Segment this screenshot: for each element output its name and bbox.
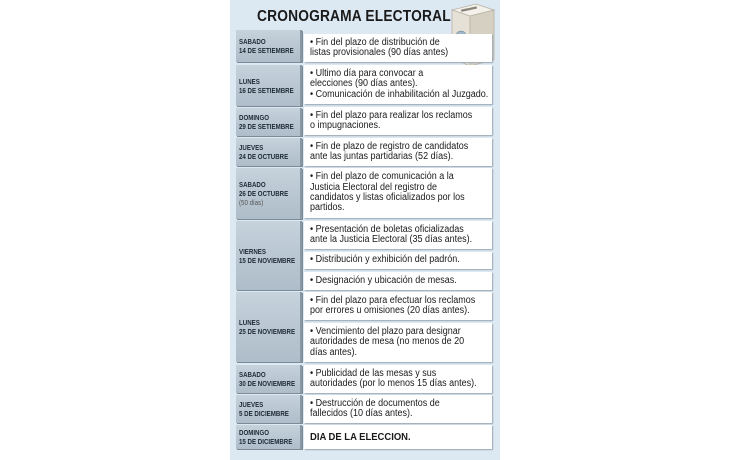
event-cell bbox=[304, 272, 492, 290]
date-cell bbox=[236, 138, 302, 166]
event-line: • Vencimiento del plazo para designar bbox=[310, 325, 461, 337]
date-date: 30 DE NOVIEMBRE bbox=[239, 379, 296, 388]
event-line: ante las juntas partidarias (52 días). bbox=[310, 151, 454, 162]
event-cell bbox=[304, 107, 492, 135]
event-line: • Presentación de boletas oficializadas bbox=[310, 223, 464, 235]
date-cell bbox=[236, 425, 302, 449]
date-cell bbox=[236, 65, 302, 106]
event-line: • Fin del plazo de comunicación a la bbox=[310, 171, 454, 183]
page-title: CRONOGRAMA ELECTORAL bbox=[257, 8, 451, 25]
event-cell bbox=[304, 323, 492, 362]
event-line: por errores u omisiones (20 días antes). bbox=[310, 305, 470, 316]
event-line: • Publicidad de las mesas y sus bbox=[310, 367, 437, 379]
event-line: o impugnaciones. bbox=[310, 120, 381, 131]
event-line: • Fin del plazo para realizar los reclamos bbox=[310, 109, 473, 121]
date-cell bbox=[236, 395, 302, 423]
event-cell bbox=[304, 168, 492, 218]
event-line: • Comunicación de inhabilitación al Juzgado. bbox=[310, 88, 489, 100]
date-day: SABADO bbox=[239, 370, 266, 379]
event-cell bbox=[304, 395, 492, 423]
date-day: DOMINGO bbox=[239, 113, 270, 122]
date-note: (50 días) bbox=[239, 198, 264, 207]
date-day: SABADO bbox=[239, 37, 266, 46]
date-date: 25 DE NOVIEMBRE bbox=[239, 327, 296, 336]
date-day: JUEVES bbox=[239, 143, 264, 152]
event-cell bbox=[304, 252, 492, 269]
date-date: 26 DE OCTUBRE bbox=[239, 189, 289, 198]
date-date: 24 DE OCTUBRE bbox=[239, 152, 289, 161]
date-date: 15 DE NOVIEMBRE bbox=[239, 255, 296, 265]
event-line: • Ultimo día para convocar a bbox=[310, 67, 424, 79]
event-cell bbox=[304, 138, 492, 166]
date-day: VIERNES bbox=[239, 246, 267, 256]
date-day: SABADO bbox=[239, 180, 266, 189]
event-cell-election-day bbox=[304, 425, 492, 449]
event-cell bbox=[304, 34, 492, 62]
event-line: candidatos y listas oficializados por los bbox=[310, 192, 465, 203]
event-cell bbox=[304, 292, 492, 320]
date-day: LUNES bbox=[239, 318, 260, 327]
date-cell bbox=[236, 30, 302, 62]
event-cell bbox=[304, 65, 492, 104]
event-line: Justicia Electoral del registro de bbox=[310, 181, 438, 193]
date-day: LUNES bbox=[239, 76, 260, 86]
date-date: 5 DE DICIEMBRE bbox=[239, 409, 289, 418]
event-line: partidos. bbox=[310, 202, 345, 214]
event-line: • Fin del plazo para efectuar los reclamos bbox=[310, 294, 476, 306]
event-line: fallecidos (10 días antes). bbox=[310, 408, 413, 419]
event-line: días antes). bbox=[310, 346, 358, 358]
event-line: DIA DE LA ELECCION. bbox=[310, 430, 411, 443]
date-cell bbox=[236, 221, 302, 290]
event-line: listas provisionales (90 días antes) bbox=[310, 47, 449, 58]
date-cell bbox=[236, 292, 302, 362]
event-line: • Distribución y exhibición del padrón. bbox=[310, 254, 460, 266]
event-line: autoridades (por lo menos 15 días antes). bbox=[310, 378, 477, 389]
event-cell bbox=[304, 221, 492, 249]
date-cell bbox=[236, 108, 302, 136]
date-cell bbox=[236, 365, 302, 393]
date-date: 14 DE SETIEMBRE bbox=[239, 46, 294, 55]
event-line: • Designación y ubicación de mesas. bbox=[310, 274, 457, 286]
date-day: JUEVES bbox=[239, 400, 264, 409]
date-cell bbox=[236, 168, 302, 219]
event-line: • Fin del plazo de distribución de bbox=[310, 36, 440, 48]
date-date: 16 DE SETIEMBRE bbox=[239, 85, 294, 95]
event-line: autoridades de mesa (no menos de 20 bbox=[310, 336, 465, 348]
event-line: ante la Justicia Electoral (35 días antes). bbox=[310, 234, 473, 245]
event-line: • Fin de plazo de registro de candidatos bbox=[310, 140, 469, 152]
date-date: 15 DE DICIEMBRE bbox=[239, 437, 293, 446]
event-cell bbox=[304, 365, 492, 393]
date-day: DOMINGO bbox=[239, 428, 270, 437]
event-line: elecciones (90 días antes). bbox=[310, 78, 418, 90]
event-line: • Destrucción de documentos de bbox=[310, 397, 440, 409]
date-date: 29 DE SETIEMBRE bbox=[239, 122, 294, 131]
